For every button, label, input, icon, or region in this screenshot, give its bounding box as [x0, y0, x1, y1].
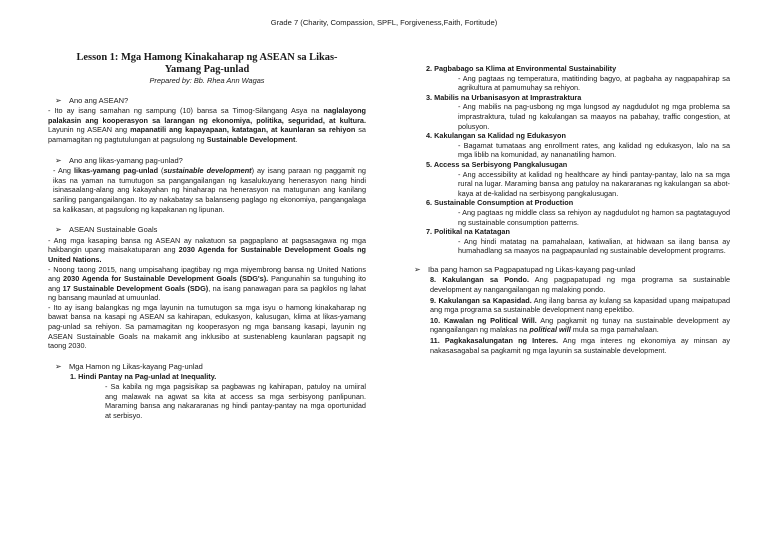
section-heading	[414, 265, 730, 275]
section-iba-pang-hamon	[414, 264, 730, 355]
goals-paragraph-2	[48, 265, 366, 303]
list-item	[420, 160, 730, 198]
list-item	[430, 296, 730, 315]
bold-text: 2030 Agenda for Sustainable Development Goals (SDG's).	[63, 274, 269, 284]
heading-text: Ano ang ASEAN?	[69, 95, 129, 105]
page-header: Grade 7 (Charity, Compassion, SPFL, Forgiveness,Faith, Fortitude)	[270, 18, 498, 27]
list-item	[70, 372, 366, 420]
text: - Ito ay isang samahan ng sampung (10) bansa sa Timog-Silangang Asya na	[48, 106, 324, 116]
text: .	[295, 134, 298, 144]
item-title: 1. Hindi Pantay na Pag-unlad at Inequality.	[70, 372, 217, 382]
bold-text: 17 Sustainable Development Goals (SDG)	[62, 283, 209, 293]
section-heading	[55, 225, 366, 235]
item-desc: - Sa kabila ng mga pagsisikap sa pagbawas ng kahirapan, patuloy na umiiral ang malawak na agwat sa kita at access sa mga serbisyong panlipunan. Maraming bansa ang nakararanas ng hindi pantay-pantay na mga oportunidad at serbisyo.	[105, 382, 366, 420]
section-heading	[55, 362, 366, 372]
item-desc: - Ang pagtaas ng temperatura, matitinding bagyo, at pagbaha ay nagpapahirap sa agrikultura at pamumuhay sa rehiyon.	[458, 73, 730, 93]
section-asean	[48, 96, 366, 145]
list-item	[430, 275, 730, 294]
arrow-bullet-icon: ➢	[414, 264, 421, 274]
asean-paragraph	[48, 106, 366, 144]
text: ) ay isang paraan ng paggamit ng ikas na yaman na tumutugon sa pangangailangan ng kasalukuyang henerasyon nang hindi isinasaalang-alang ang kakayahan ng hinaharap na henerasyon na matugunan ang kanilang sariling pangangailangan. Ito ay nakabatay sa balanseng paglago ng ekonomiya, pangangalaga sa kalikasan, at pagsulong ng kapakanan ng lipunan.	[53, 166, 366, 214]
arrow-bullet-icon: ➢	[55, 95, 62, 105]
item-desc: - Bagamat tumataas ang enrollment rates, ang kalidad ng edukasyon, lalo na sa mga liblib na komunidad, ay nananatiling hamon.	[458, 140, 730, 160]
bold-text: mapanatili ang kapayapaan, katatagan, at kaunlaran sa rehiyon	[130, 125, 356, 135]
section-sustainable-development	[48, 156, 366, 215]
list-item	[420, 93, 730, 131]
section-asean-goals	[48, 225, 366, 351]
text: , na isang panawagan para sa pagkilos ng lahat ng bansang maunlad at umuunlad.	[48, 283, 366, 303]
item-desc: - Ang pagtaas ng middle class sa rehiyon ay nagdudulot ng hamon sa pagtataguyod ng sustainable consumption patterns.	[458, 207, 730, 227]
arrow-bullet-icon: ➢	[55, 225, 62, 235]
goals-paragraph-1	[48, 236, 366, 265]
item-desc: Ang ilang bansa ay kulang sa kapasidad upang maipatupad ang mga programa sa sustainable development nang epektibo.	[430, 295, 730, 315]
bold-text: naglalayong palakasin ang kooperasyon sa larangan ng ekonomiya, politika, seguridad, at kultura.	[48, 106, 366, 125]
left-column	[48, 52, 366, 431]
item-desc: Ang pagkamit ng tunay na sustainable development ay ngangailangan ng malakas na	[430, 315, 730, 335]
item-desc: - Ang hindi matatag na pamahalaan, katiwalian, at hidwaan sa ilang bansa ay humahadlang sa maayos na pagpapaunlad ng sustainable development programs.	[458, 236, 730, 256]
text: - Ang	[53, 166, 74, 176]
item-title: 9. Kakulangan sa Kapasidad.	[430, 295, 532, 305]
item-title: 2. Pagbabago sa Klima at Environmental Sustainability	[426, 64, 617, 73]
heading-text: Iba pang hamon sa Pagpapatupad ng Likas-kayang pag-unlad	[428, 264, 636, 274]
bold-italic-text: sustainable development	[163, 166, 252, 176]
text: (	[158, 166, 164, 176]
lesson-title-line1: Lesson 1: Mga Hamong Kinakaharap ng ASEAN sa Likas-	[76, 52, 338, 63]
heading-text: ASEAN Sustainable Goals	[69, 225, 158, 235]
item-desc: Ang pagpapatupad ng mga programa sa sustainable development ay nangangailangan ng malaking pondo.	[430, 275, 730, 295]
bold-text: likas-yamang pag-unlad	[73, 166, 159, 176]
list-item	[420, 131, 730, 160]
text: Pangunahin sa tunguhing ito ang	[48, 274, 366, 293]
bold-text: 2030 Agenda for Sustainable Development Goals ng United Nations.	[48, 245, 366, 264]
item-desc: mula sa mga pamahalaan.	[570, 325, 659, 335]
bold-text: Sustainable Development	[206, 134, 296, 144]
item-title: 6. Sustainable Consumption at Production	[426, 198, 574, 208]
item-title: 7. Politikal na Katatagan	[426, 227, 510, 237]
item-desc: Ang mga interes ng ekonomiya ay minsan ay nakasasagabal sa pagkamit ng mga layunin sa sustainable development.	[430, 336, 730, 355]
list-item	[420, 64, 730, 93]
list-item	[420, 227, 730, 256]
list-item	[420, 198, 730, 227]
lesson-title	[48, 52, 366, 75]
text: sa pamamagitan ng pagtutulungan at pagsulong ng	[48, 125, 366, 144]
text: Layunin ng ASEAN ang	[48, 125, 131, 135]
sd-paragraph	[48, 166, 366, 214]
text: - Noong taong 2015, nang umpisahang ipagtibay ng mga miyembrong bansa ng United Nations ang	[48, 264, 366, 284]
item-title: 10. Kawalan ng Political Will.	[430, 315, 537, 325]
section-heading	[55, 96, 366, 106]
right-column	[414, 64, 730, 356]
item-desc: - Ang accessibility at kalidad ng healthcare ay hindi pantay-pantay, lalo na sa mga rural na lugar. Maraming bansa ang patuloy na nakararanas ng kakulangan sa abot-kaya at de-kalidad na serbisyong pangkalusugan.	[458, 169, 730, 198]
section-heading	[55, 156, 366, 166]
bold-italic-text: political will	[529, 325, 571, 335]
prepared-by: Prepared by: Bb. Rhea Ann Wagas	[149, 76, 265, 85]
list-item	[430, 316, 730, 335]
list-item	[430, 336, 730, 355]
heading-text: Mga Hamon ng Likas-kayang Pag-unlad	[69, 361, 203, 371]
arrow-bullet-icon: ➢	[55, 361, 62, 371]
item-title: 4. Kakulangan sa Kalidad ng Edukasyon	[426, 131, 566, 141]
arrow-bullet-icon: ➢	[55, 155, 62, 165]
item-title: 5. Access sa Serbisyong Pangkalusugan	[426, 159, 568, 169]
heading-text: Ano ang likas-yamang pag-unlad?	[69, 155, 183, 165]
section-hamon	[48, 362, 366, 421]
goals-paragraph-3: - Ito ay isang balangkas ng mga layunin na tumutugon sa mga isyu o hamong kinakaharap ng bawat bansa na kasapi ng ASEAN sa kahirapan, edukasyon, kalusugan, klima at likas-yamang pag-unlad sa rehiyon. Sa pamamagitan ng kooperasyon ng mga bansang kasapi, layunin ng ASEAN Sustainable Goals na makamit ang inklusibo at sustenableng kaunlaran pagsapit ng taong 2030.	[48, 302, 366, 351]
item-desc: - Ang mabilis na pag-usbong ng mga lungsod ay nagdudulot ng mga problema sa imprastraktura, tulad ng kakulangan sa maayos na pabahay, traffic congestion, at polusyon.	[458, 102, 730, 131]
text: - Ang mga kasaping bansa ng ASEAN ay nakatuon sa pagpaplano at pagsasagawa ng mga hakbangin upang maisakatuparan ang	[48, 235, 366, 255]
lesson-title-line2: Yamang Pag-unlad	[164, 63, 250, 75]
item-title: 11. Pagkakasalungatan ng Interes.	[430, 336, 559, 346]
item-title: 3. Mabilis na Urbanisasyon at Imprastraktura	[426, 92, 582, 102]
item-title: 8. Kakulangan sa Pondo.	[430, 275, 529, 285]
